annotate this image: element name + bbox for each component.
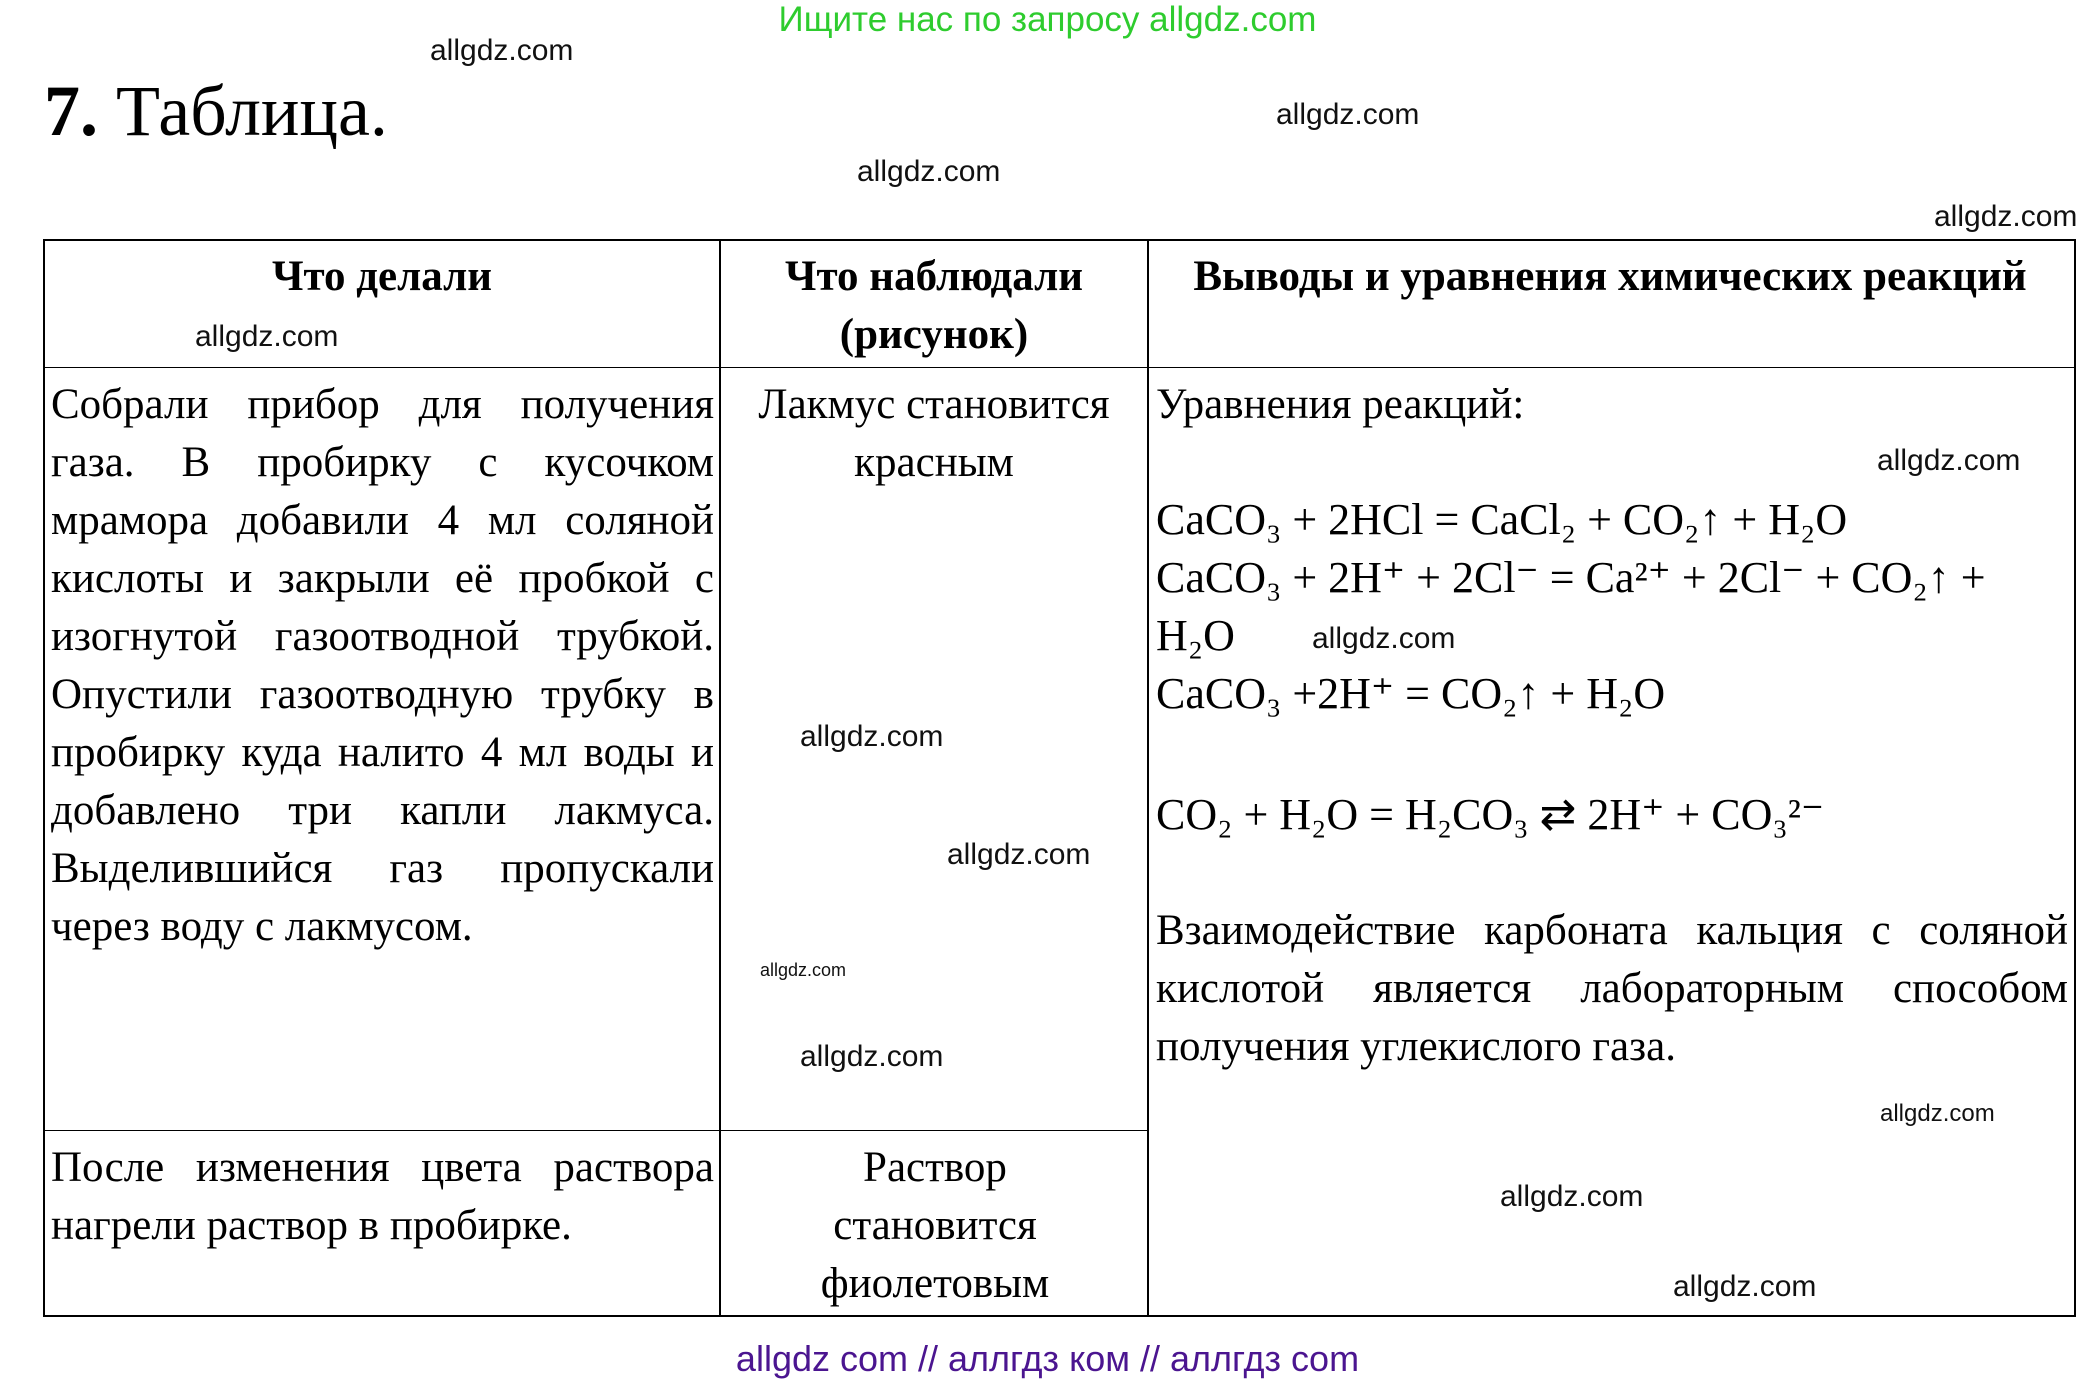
equation-short-ionic: CaCO₃ +2H⁺ = CO₂↑ + H₂O [1156, 669, 1666, 718]
equation-full-ionic-cont: H₂O [1156, 611, 1235, 660]
watermark: allgdz.com [857, 155, 1001, 188]
watermark: allgdz.com [1877, 444, 2021, 477]
header-divider [43, 367, 2076, 368]
watermark: allgdz.com [800, 1040, 944, 1073]
watermark: allgdz.com [1500, 1180, 1644, 1213]
watermark: allgdz.com [430, 34, 574, 67]
watermark: allgdz.com [1276, 98, 1420, 131]
column-divider [719, 239, 721, 1317]
header-what-did: Что делали [271, 253, 493, 300]
promo-bottom-text: allgdz com // аллгдз ком // аллгдз com [735, 1338, 1360, 1379]
table-border-right [2074, 239, 2076, 1317]
watermark: allgdz.com [1934, 200, 2078, 233]
watermark: allgdz.com [1312, 622, 1456, 655]
equation-molecular: CaCO₃ + 2HCl = CaCl₂ + CO₂↑ + H₂O [1156, 495, 1848, 544]
task-number: 7. [44, 71, 98, 151]
header-conclusions: Выводы и уравнения химических реакций [1193, 253, 2027, 300]
row1-what-did: Собрали прибор для получения газа. В пробирку с кусочком мрамора добавили 4 мл соляной кислоты и закрыли её пробкой с изогнутой газоотводной трубкой. Опустили газоотводную трубку в пробирку куда налито 4 мл воды и добавлено три капли лакмуса. Выделившийся газ пропускали через воду с лакмусом. [51, 381, 714, 950]
row2-what-did: После изменения цвета раствора нагрели раствор в пробирке. [51, 1144, 714, 1249]
header-what-observed: Что наблюдали (рисунок) [784, 253, 1084, 358]
watermark: allgdz.com [947, 838, 1091, 871]
watermark: allgdz.com [760, 960, 847, 980]
conclusion-summary: Взаимодействие карбоната кальция с соляной кислотой является лабораторным способом получения углекислого газа. [1156, 907, 2068, 1070]
title-text: Таблица. [116, 71, 388, 151]
row2-observed: Раствор становится фиолетовым [820, 1144, 1050, 1307]
equation-full-ionic: CaCO₃ + 2H⁺ + 2Cl⁻ = Ca²⁺ + 2Cl⁻ + CO₂↑ + [1156, 553, 1986, 602]
row-divider [43, 1130, 1149, 1131]
table-border-left [43, 239, 45, 1317]
table-border-bottom [43, 1315, 2076, 1317]
watermark: allgdz.com [800, 720, 944, 753]
table-border-top [43, 239, 2076, 241]
page-title [44, 70, 388, 153]
promo-top-text: Ищите нас по запросу allgdz.com [778, 0, 1317, 39]
watermark: allgdz.com [195, 320, 339, 353]
watermark: allgdz.com [1880, 1100, 1995, 1127]
column-divider [1147, 239, 1149, 1317]
equations-heading: Уравнения реакций: [1156, 381, 1525, 428]
watermark: allgdz.com [1673, 1270, 1817, 1303]
equation-carbonic-acid: CO₂ + H₂O = H₂CO₃ ⇄ 2H⁺ + CO₃²⁻ [1156, 790, 1825, 839]
row1-observed: Лакмус становится красным [758, 381, 1110, 486]
